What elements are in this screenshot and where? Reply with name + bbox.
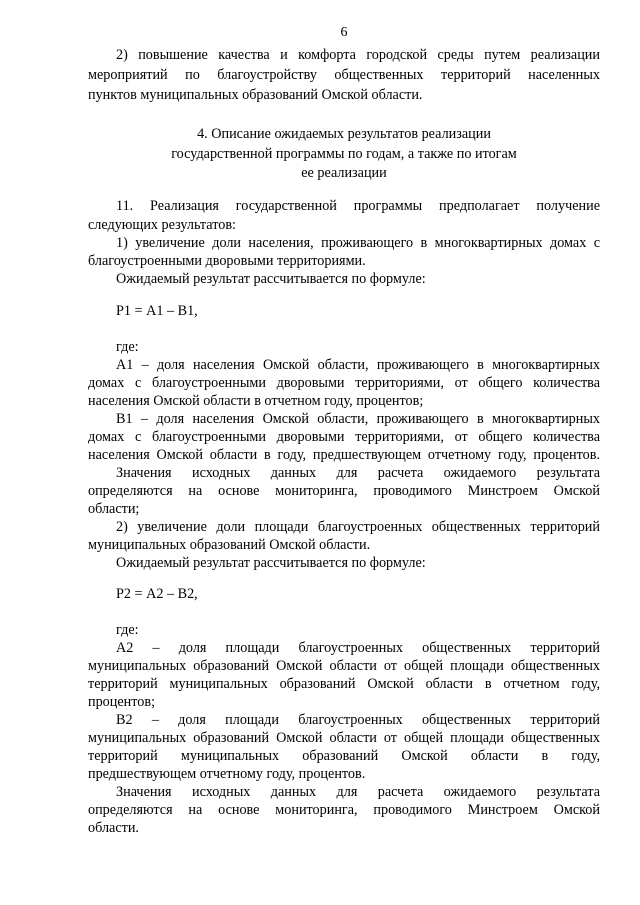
text-line: населения Омской области в году, предшествующем отчетному году, процентов.: [88, 447, 600, 463]
text-line: А1 – доля населения Омской области, проживающего в многоквартирных: [116, 357, 600, 373]
text-line: мероприятий по благоустройству общественных территорий населенных: [88, 67, 600, 83]
text-line: домах с благоустроенными дворовыми территориями, от общего количества: [88, 429, 600, 445]
text-line: Р2 = А2 – В2,: [116, 586, 198, 602]
text-line: 4. Описание ожидаемых результатов реализации: [197, 126, 491, 142]
text-line: где:: [116, 339, 139, 355]
text-line: области.: [88, 820, 139, 836]
text-line: муниципальных образований Омской области.: [88, 537, 371, 553]
text-line: благоустроенными дворовыми территориями.: [88, 253, 366, 269]
text-line: Ожидаемый результат рассчитывается по формуле:: [116, 555, 426, 571]
text-line: предшествующем отчетному году, процентов.: [88, 766, 366, 782]
text-line: В2 – доля площади благоустроенных общественных территорий: [116, 712, 600, 728]
text-line: определяются на основе мониторинга, проводимого Минстроем Омской: [88, 802, 600, 818]
text-line: домах с благоустроенными дворовыми территориями, от общего количества: [88, 375, 600, 391]
text-line: процентов;: [88, 694, 156, 710]
text-line: области;: [88, 501, 140, 517]
text-line: где:: [116, 622, 139, 638]
text-line: Ожидаемый результат рассчитывается по формуле:: [116, 271, 426, 287]
text-line: муниципальных образований Омской области от общей площади общественных: [88, 730, 600, 746]
text-line: территорий муниципальных образований Омской области в отчетном году,: [88, 676, 600, 692]
text-line: 2) увеличение доли площади благоустроенных общественных территорий: [116, 519, 600, 535]
text-line: 2) повышение качества и комфорта городской среды путем реализации: [116, 47, 600, 63]
page-number: 6: [340, 25, 348, 40]
text-line: Значения исходных данных для расчета ожидаемого результата: [116, 465, 600, 481]
text-line: муниципальных образований Омской области от общей площади общественных: [88, 658, 600, 674]
text-line: государственной программы по годам, а также по итогам: [171, 146, 517, 162]
text-line: 11. Реализация государственной программы предполагает получение: [116, 198, 600, 214]
text-line: определяются на основе мониторинга, проводимого Минстроем Омской: [88, 483, 600, 499]
text-line: Значения исходных данных для расчета ожидаемого результата: [116, 784, 600, 800]
document-page: [88, 0, 600, 905]
text-line: следующих результатов:: [88, 217, 236, 233]
text-line: пунктов муниципальных образований Омской области.: [88, 87, 423, 103]
text-line: В1 – доля населения Омской области, проживающего в многоквартирных: [116, 411, 600, 427]
text-line: ее реализации: [301, 165, 387, 181]
text-line: территорий муниципальных образований Омской области в году,: [88, 748, 600, 764]
text-line: населения Омской области в отчетном году, процентов;: [88, 393, 424, 409]
text-line: А2 – доля площади благоустроенных общественных территорий: [116, 640, 600, 656]
text-line: 1) увеличение доли населения, проживающего в многоквартирных домах с: [116, 235, 600, 251]
text-line: Р1 = А1 – В1,: [116, 303, 198, 319]
